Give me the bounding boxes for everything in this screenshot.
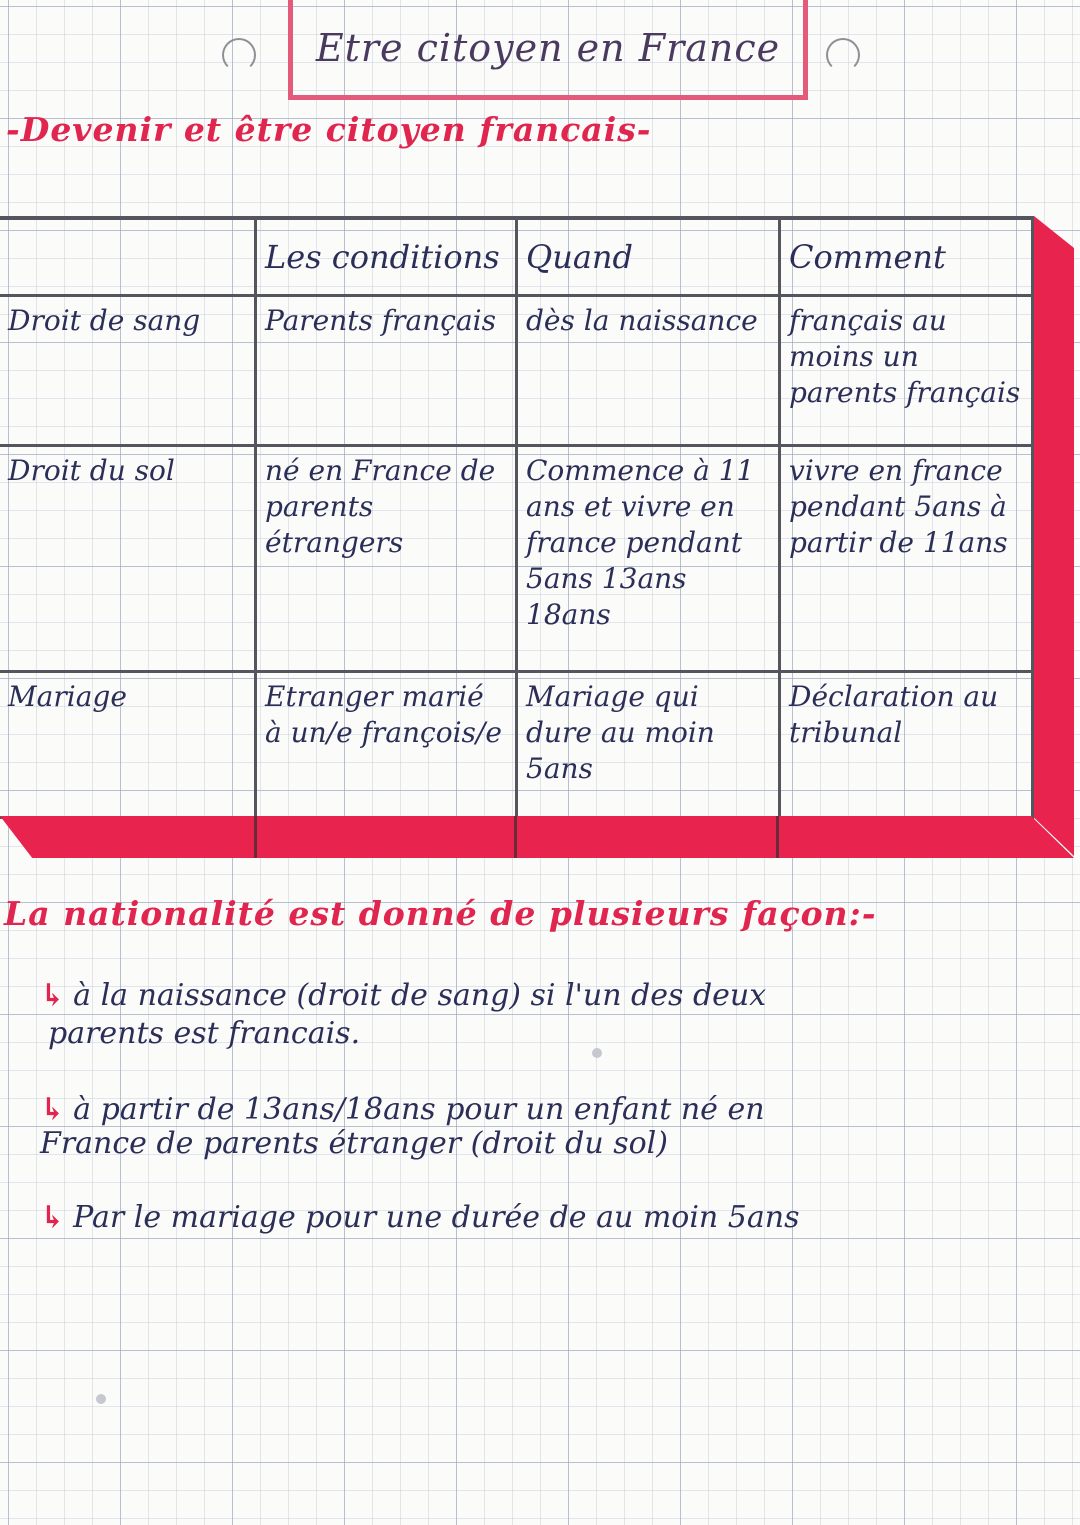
cell-quand: Mariage qui dure au moin 5ans (517, 672, 780, 818)
paper-speck (592, 1048, 602, 1058)
cell-comment: français au moins un parents français (780, 296, 1033, 446)
row-label: Droit du sol (0, 446, 256, 672)
bullet-text: Par le mariage pour une durée de au moin 5ans (73, 1200, 800, 1235)
bullet-item-3 (40, 1198, 799, 1238)
row-label: Mariage (0, 672, 256, 818)
arrow-icon: ↳ (40, 1200, 66, 1235)
punch-hole-right (826, 38, 860, 72)
table-frame-bottom (0, 816, 1074, 858)
cell-quand: Commence à 11 ans et vivre en france pendant 5ans 13ans 18ans (517, 446, 780, 672)
cell-conditions: né en France de parents étrangers (256, 446, 517, 672)
table-row (0, 672, 1033, 818)
title-box (288, 0, 808, 100)
bullet-text: à partir de 13ans/18ans pour un enfant né en (73, 1092, 765, 1127)
header-comment: Comment (780, 218, 1033, 296)
header-quand: Quand (517, 218, 780, 296)
arrow-icon: ↳ (40, 978, 66, 1013)
frame-divider (254, 816, 257, 858)
cell-conditions: Etranger marié à un/e françois/e (256, 672, 517, 818)
bullet-continuation: France de parents étranger (droit du sol) (40, 1126, 668, 1161)
cell-comment: Déclaration au tribunal (780, 672, 1033, 818)
frame-divider (776, 816, 779, 858)
table-row (0, 296, 1033, 446)
row-label: Droit de sang (0, 296, 256, 446)
cell-comment: vivre en france pendant 5ans à partir de 11ans (780, 446, 1033, 672)
section-heading-1: -Devenir et être citoyen francais- (6, 110, 652, 149)
punch-hole-left (222, 38, 256, 72)
page-title: Etre citoyen en France (315, 25, 781, 70)
frame-divider (514, 816, 517, 858)
arrow-icon: ↳ (40, 1092, 66, 1127)
table-frame-right (1034, 216, 1074, 856)
bullet-item-1 (40, 976, 766, 1016)
header-conditions: Les conditions (256, 218, 517, 296)
header-empty (0, 218, 256, 296)
paper-speck (96, 1394, 106, 1404)
section-heading-2: La nationalité est donné de plusieurs façon:- (4, 894, 877, 933)
cell-quand: dès la naissance (517, 296, 780, 446)
cell-conditions: Parents français (256, 296, 517, 446)
table-row (0, 446, 1033, 672)
citizenship-table (0, 216, 1034, 819)
bullet-continuation: parents est francais. (48, 1016, 361, 1051)
bullet-text: à la naissance (droit de sang) si l'un des deux (73, 978, 767, 1013)
table-header-row (0, 218, 1033, 296)
